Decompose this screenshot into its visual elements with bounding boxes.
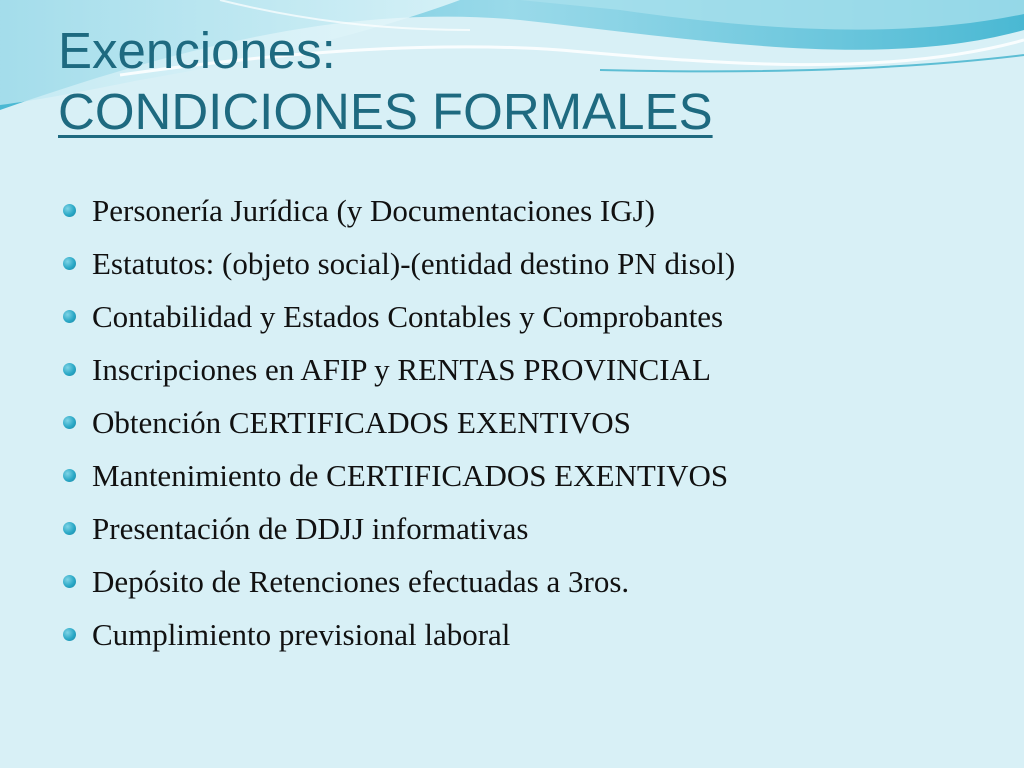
list-item	[62, 294, 735, 347]
list-item-text: Presentación de DDJJ informativas	[92, 511, 529, 546]
bullet-icon	[63, 257, 76, 270]
list-item	[62, 559, 735, 612]
list-item	[62, 453, 735, 506]
list-item-text: Inscripciones en AFIP y RENTAS PROVINCIAL	[92, 352, 711, 387]
list-item	[62, 506, 735, 559]
bullet-icon	[63, 522, 76, 535]
list-item	[62, 347, 735, 400]
list-item-text: Depósito de Retenciones efectuadas a 3ros.	[92, 564, 630, 599]
bullet-icon	[63, 310, 76, 323]
list-item-text: Obtención CERTIFICADOS EXENTIVOS	[92, 405, 631, 440]
list-item	[62, 612, 735, 665]
bullet-icon	[63, 469, 76, 482]
list-item	[62, 241, 735, 294]
list-item-text: Cumplimiento previsional laboral	[92, 617, 511, 652]
bullet-icon	[63, 628, 76, 641]
bullet-icon	[63, 363, 76, 376]
title-line-1: Exenciones:	[58, 22, 336, 79]
bullet-list	[62, 188, 735, 665]
list-item-text: Contabilidad y Estados Contables y Comprobantes	[92, 299, 724, 334]
list-item	[62, 400, 735, 453]
bullet-icon	[63, 416, 76, 429]
slide-title	[58, 20, 998, 142]
list-item-text: Personería Jurídica (y Documentaciones IGJ)	[92, 193, 655, 228]
list-item-text: Estatutos: (objeto social)-(entidad destino PN disol)	[92, 246, 736, 281]
list-item	[62, 188, 735, 241]
list-item-text: Mantenimiento de CERTIFICADOS EXENTIVOS	[92, 458, 729, 493]
bullet-icon	[63, 575, 76, 588]
title-line-2: CONDICIONES FORMALES	[58, 83, 713, 141]
bullet-icon	[63, 204, 76, 217]
